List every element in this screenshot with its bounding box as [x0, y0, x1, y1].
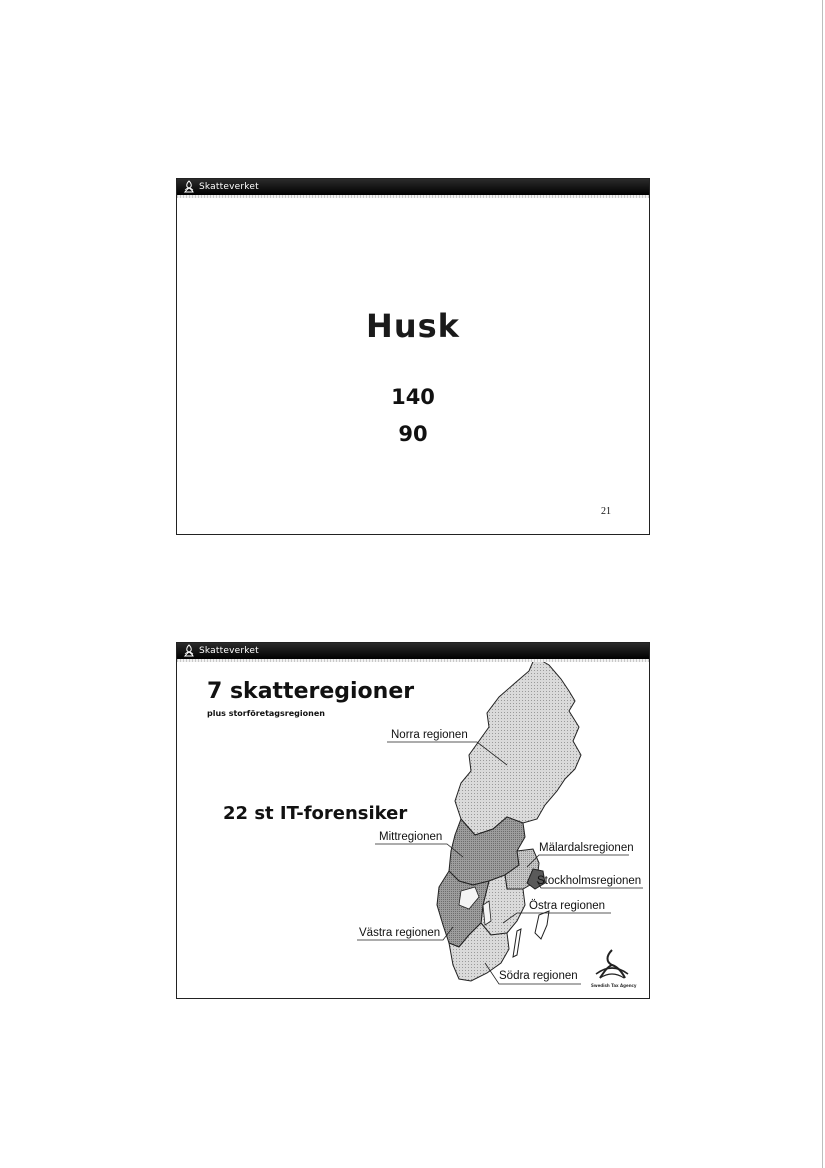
leader-mitt	[375, 844, 463, 857]
island-gotland	[535, 911, 549, 939]
value-2: 90	[398, 422, 428, 446]
brand	[183, 180, 259, 193]
island-oland	[513, 929, 521, 957]
swedish-tax-agency-logo-icon	[592, 948, 632, 982]
header-divider	[177, 195, 649, 198]
slide-husk	[176, 178, 650, 535]
region-norra	[455, 657, 581, 835]
value-1: 140	[391, 385, 435, 409]
label-vastra: Västra regionen	[359, 927, 441, 939]
slide-tax-regions	[176, 642, 650, 999]
label-mitt: Mittregionen	[379, 831, 443, 843]
label-stockholm: Stockholmsregionen	[537, 875, 642, 887]
label-ostra: Östra regionen	[529, 900, 606, 912]
brand-name: Skatteverket	[199, 181, 259, 192]
header-divider	[177, 659, 649, 662]
brand	[183, 644, 259, 657]
logo-caption: Swedish Tax Agency	[591, 983, 637, 988]
page-edge	[822, 0, 823, 1168]
slide-title: 7 skatteregioner	[207, 679, 415, 704]
slide-title: Husk	[366, 307, 460, 345]
skatteverket-logo-icon	[183, 644, 195, 657]
skatteverket-logo-icon	[183, 180, 195, 193]
leader-malardal	[527, 855, 629, 867]
forensics-count: 22 st IT-forensiker	[223, 803, 408, 824]
label-sodra: Södra regionen	[499, 970, 578, 982]
label-malardal: Mälardalsregionen	[539, 842, 634, 854]
label-norra: Norra regionen	[391, 729, 468, 741]
brand-name: Skatteverket	[199, 645, 259, 656]
slide-subtitle: plus storföretagsregionen	[207, 709, 325, 718]
slide-header	[177, 179, 649, 195]
page-number: 21	[601, 506, 611, 517]
slide-header	[177, 643, 649, 659]
